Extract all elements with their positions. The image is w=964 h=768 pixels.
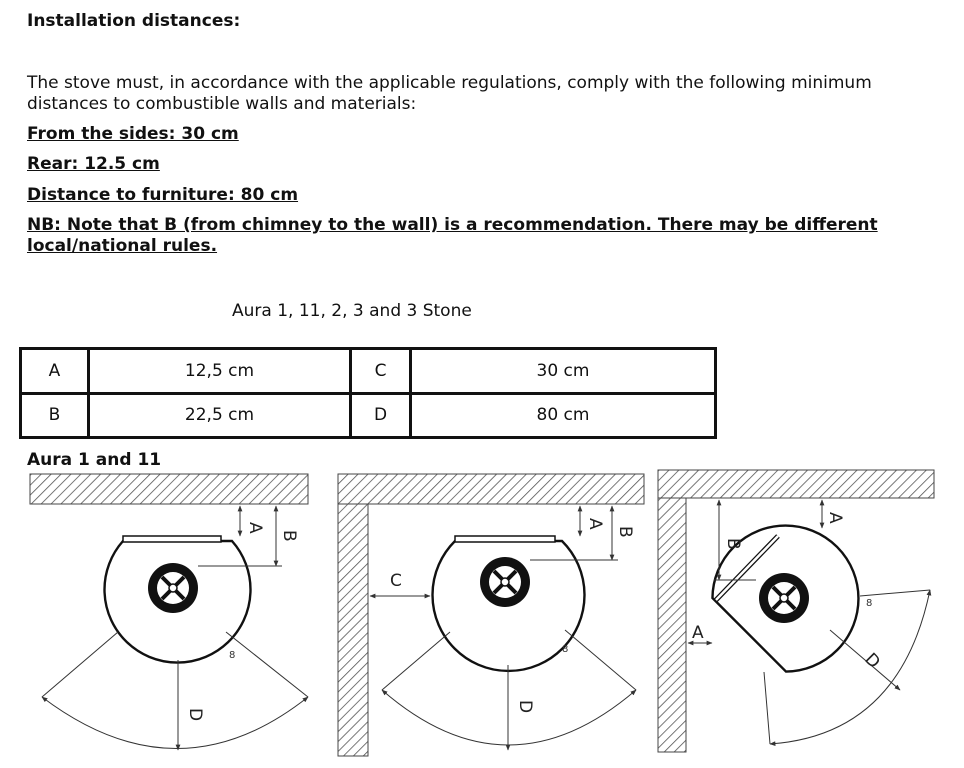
chimney-icon bbox=[148, 563, 198, 613]
diagram-corner bbox=[658, 470, 934, 752]
rule-sides: From the sides: 30 cm bbox=[27, 124, 239, 144]
angle-mark: 8 bbox=[866, 598, 873, 609]
rule-rear: Rear: 12.5 cm bbox=[27, 154, 160, 174]
dim-b-label: B bbox=[615, 526, 635, 538]
page-heading: Installation distances: bbox=[27, 11, 241, 31]
arc-radius-right bbox=[565, 630, 636, 690]
intro-text: The stove must, in accordance with the applicable regulations, comply with the following minimum distances to combustible walls and materials: bbox=[27, 73, 872, 114]
table-cell: 12,5 cm bbox=[89, 349, 351, 394]
angle-mark: 8 bbox=[562, 644, 569, 655]
furniture-arc bbox=[382, 690, 636, 745]
stove-top-plate bbox=[123, 536, 221, 542]
dim-b-label: B bbox=[279, 530, 299, 542]
rear-wall-hatch bbox=[30, 474, 308, 504]
dim-c-label: C bbox=[390, 571, 402, 591]
rule-furniture: Distance to furniture: 80 cm bbox=[27, 185, 299, 205]
table-cell: B bbox=[21, 393, 89, 438]
arc-radius-left bbox=[382, 632, 450, 690]
dim-d-label: D bbox=[515, 700, 535, 714]
stove-top-plate bbox=[455, 536, 555, 542]
dim-a-label: A bbox=[825, 512, 845, 524]
table-cell: 30 cm bbox=[411, 349, 716, 394]
dim-b-label: B bbox=[723, 538, 743, 550]
table-cell: D bbox=[351, 393, 411, 438]
dim-a-label: A bbox=[692, 623, 704, 643]
table-cell: C bbox=[351, 349, 411, 394]
chimney-icon bbox=[759, 573, 809, 623]
arc-radius-left bbox=[764, 672, 770, 744]
nb-note: NB: Note that B (from chimney to the wall) is a recommendation. There may be different local/national rules. bbox=[27, 215, 878, 256]
dim-d-label: D bbox=[185, 708, 205, 722]
dim-a-label: A bbox=[245, 522, 265, 534]
table-cell: 22,5 cm bbox=[89, 393, 351, 438]
table-caption: Aura 1, 11, 2, 3 and 3 Stone bbox=[232, 301, 472, 321]
subheading: Aura 1 and 11 bbox=[27, 450, 162, 470]
dim-d-label: D bbox=[860, 649, 884, 673]
arc-radius-left bbox=[42, 632, 118, 697]
furniture-arc bbox=[42, 697, 308, 749]
arc-radius-right bbox=[860, 590, 930, 596]
chimney-icon bbox=[480, 557, 530, 607]
diagram-rear-wall bbox=[30, 474, 308, 750]
side-wall-hatch bbox=[658, 498, 686, 752]
diagram-side-wall bbox=[338, 474, 644, 756]
dim-a-label: A bbox=[585, 518, 605, 530]
side-wall-hatch bbox=[338, 504, 368, 756]
arc-radius-right bbox=[226, 632, 308, 697]
table-cell: A bbox=[21, 349, 89, 394]
rear-wall-hatch bbox=[338, 474, 644, 504]
angle-mark: 8 bbox=[229, 650, 236, 661]
rear-wall-hatch bbox=[658, 470, 934, 498]
table-cell: 80 cm bbox=[411, 393, 716, 438]
